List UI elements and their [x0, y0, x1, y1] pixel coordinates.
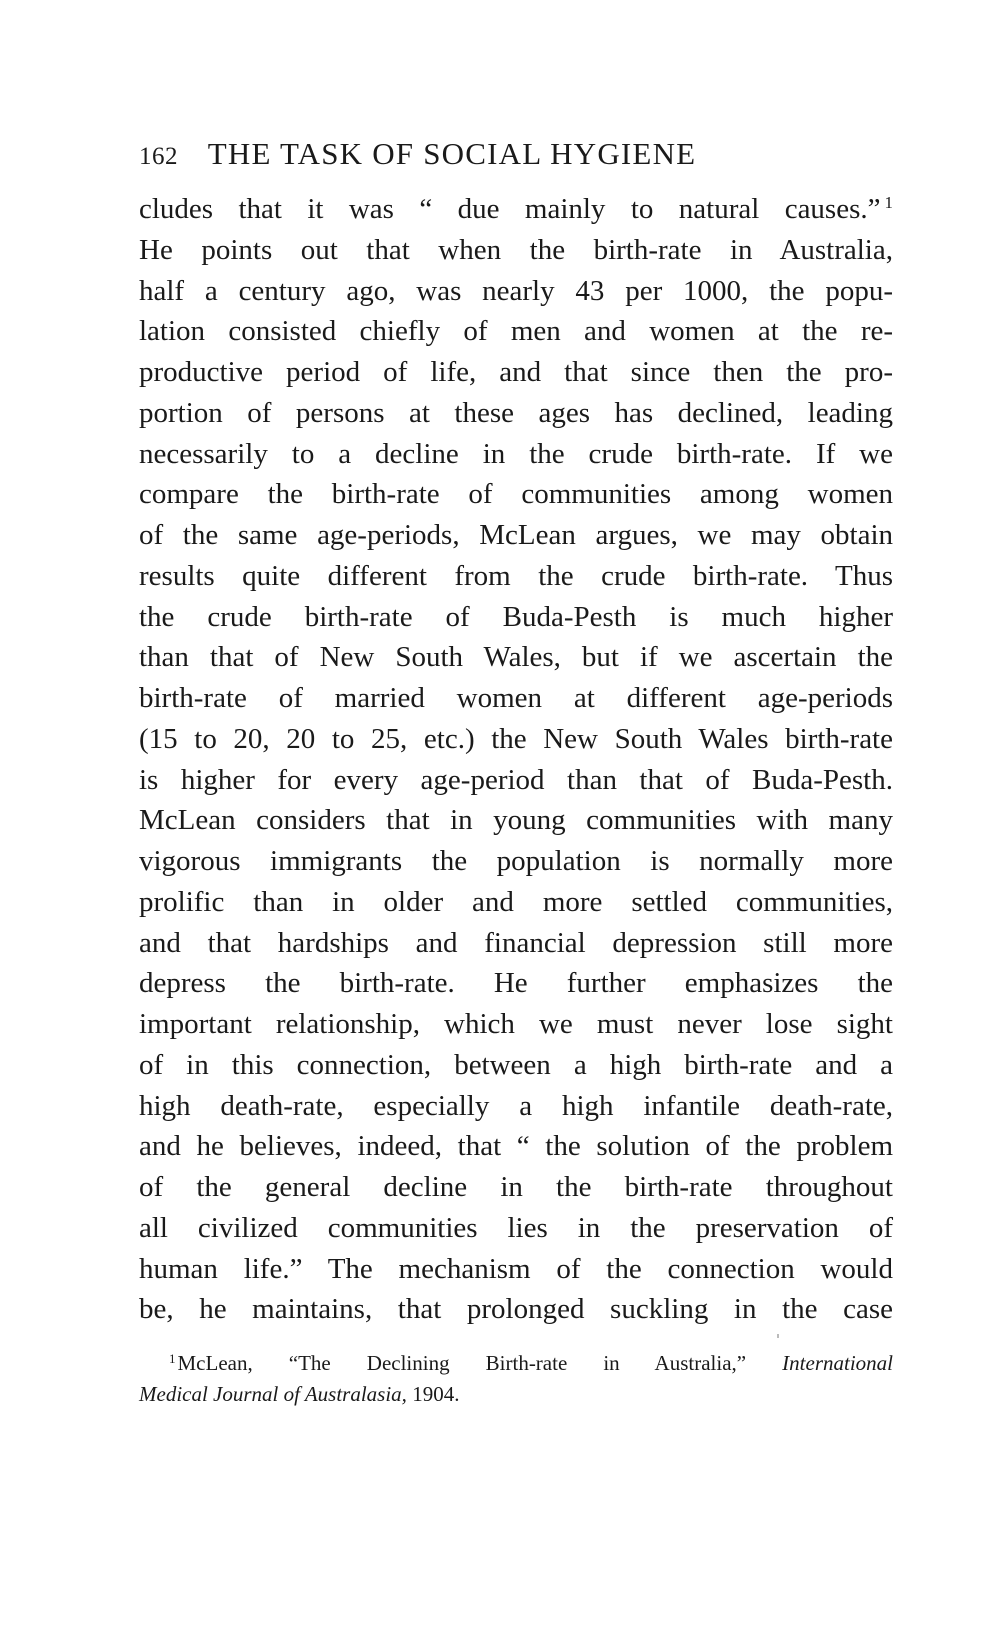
running-head: THE TASK OF SOCIAL HYGIENE: [207, 136, 697, 171]
text-line: of the same age-periods, McLean argues, we may obtain: [139, 519, 893, 551]
scan-speck: [777, 1334, 779, 1338]
footnote: [139, 1348, 893, 1410]
text-line: all civilized communities lies in the preservation of: [139, 1211, 893, 1244]
page-header: [139, 132, 899, 176]
text-line: He points out that when the birth-rate in Australia,: [139, 233, 893, 266]
text-line: depress the birth-rate. He further emphasizes the: [139, 967, 893, 1000]
text-line: be, he maintains, that prolonged suckling in the case: [139, 1293, 893, 1326]
footnote-year: 1904.: [412, 1382, 460, 1406]
footnote-citation: McLean, “The Declining Birth-rate in Australia,”: [177, 1351, 747, 1375]
footnote-journal-title-cont: Medical Journal of Australasia,: [139, 1382, 407, 1406]
footnote-reference: 1: [884, 193, 893, 212]
text-line: birth-rate of married women at different age-periods: [139, 682, 893, 714]
text-line: the crude birth-rate of Buda-Pesth is much higher: [139, 600, 893, 633]
text-line: cludes that it was “ due mainly to natural causes.” $^1$: [139, 193, 893, 225]
text-line: human life.” The mechanism of the connection would: [139, 1252, 893, 1285]
text-line: McLean considers that in young communities with many: [139, 804, 893, 837]
text-line: of in this connection, between a high birth-rate and a: [139, 1048, 893, 1081]
page-number: 162: [139, 143, 178, 170]
text-line: lation consisted chiefly of men and women at the re-: [139, 315, 893, 348]
text-line: of the general decline in the birth-rate throughout: [139, 1171, 893, 1203]
text-line: portion of persons at these ages has declined, leading: [139, 396, 893, 429]
text-line: and he believes, indeed, that “ the solution of the problem: [139, 1130, 893, 1163]
text-line: compare the birth-rate of communities among women: [139, 478, 893, 511]
text-line: necessarily to a decline in the crude birth-rate. If we: [139, 437, 893, 470]
text-line: and that hardships and financial depression still more: [139, 926, 893, 959]
text-line: important relationship, which we must never lose sight: [139, 1008, 893, 1040]
text-line: half a century ago, was nearly 43 per 1000, the popu-: [139, 274, 893, 307]
footnote-marker: 1: [169, 1351, 176, 1366]
text-line: productive period of life, and that since then the pro-: [139, 356, 893, 388]
text-line: prolific than in older and more settled communities,: [139, 885, 893, 918]
body-text: [139, 189, 893, 1330]
text-line: high death-rate, especially a high infantile death-rate,: [139, 1089, 893, 1122]
text-line: vigorous immigrants the population is normally more: [139, 845, 893, 877]
text-line: is higher for every age-period than that of Buda-Pesth.: [139, 763, 893, 796]
text-line: than that of New South Wales, but if we ascertain the: [139, 641, 893, 674]
footnote-line: [139, 1348, 893, 1379]
text-line: (15 to 20, 20 to 25, etc.) the New South Wales birth-rate: [139, 722, 893, 755]
footnote-journal-title: International: [782, 1351, 893, 1375]
footnote-line: [139, 1379, 893, 1410]
text-line: results quite different from the crude birth-rate. Thus: [139, 559, 893, 592]
